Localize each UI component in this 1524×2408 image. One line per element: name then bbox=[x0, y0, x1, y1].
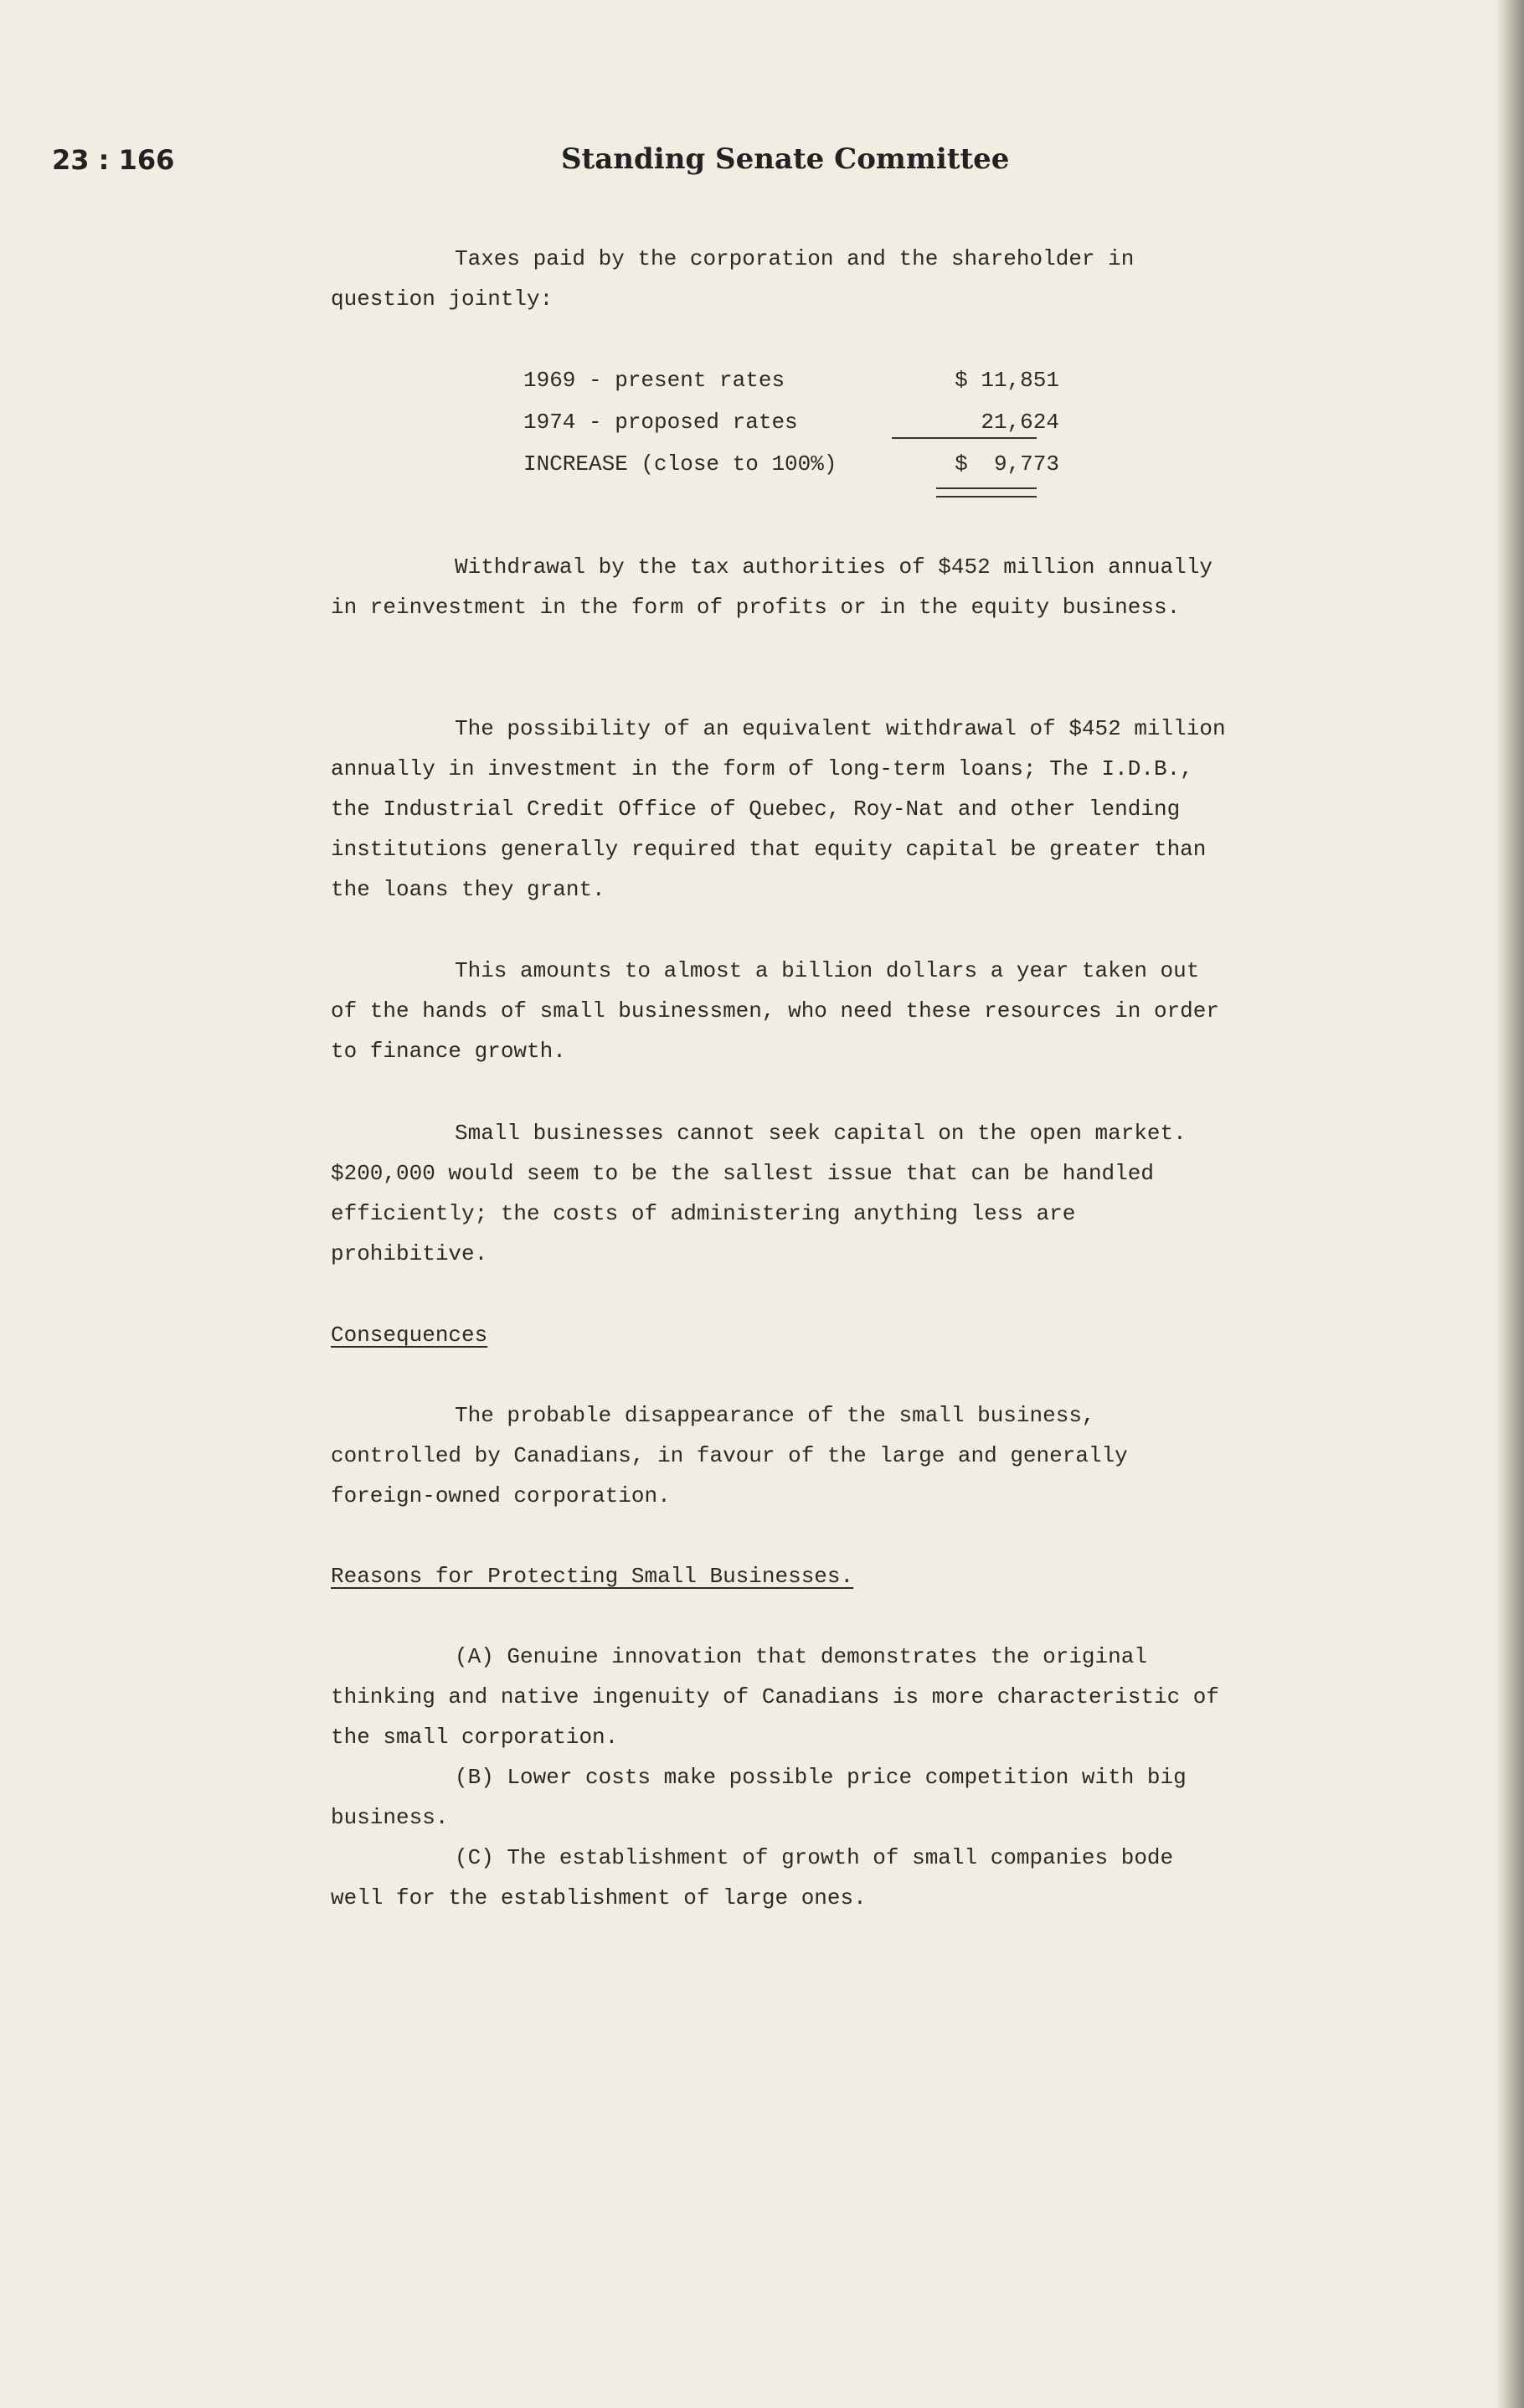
reasons-heading: Reasons for Protecting Small Businesses. bbox=[331, 1564, 854, 1589]
consequences-heading: Consequences bbox=[331, 1323, 488, 1348]
paragraph-text: Small businesses cannot seek capital on the open market. $200,000 would seem to be the sallest issue that can be handled efficiently; the costs of administering anything less are prohibitive. bbox=[331, 1121, 1187, 1266]
row-amount: $ 9,773 bbox=[955, 451, 1059, 477]
paragraph-billion bbox=[331, 951, 1235, 1071]
page-number: 23 : 166 bbox=[52, 144, 175, 176]
paragraph-text: The possibility of an equivalent withdrawal of $452 million annually in investment in the form of long-term loans; The I.D.B., the Industrial Credit Office of Quebec, Roy-Nat and other lending institutions generally required that equity capital be greater than the loans they grant. bbox=[331, 716, 1226, 902]
list-item: (C) The establishment of growth of small companies bode well for the establishment of large ones. bbox=[331, 1845, 1174, 1910]
paragraph-text: This amounts to almost a billion dollars a year taken out of the hands of small businessmen, who need these resources in order to finance growth. bbox=[331, 958, 1219, 1064]
row-amount: 21,624 bbox=[981, 410, 1059, 435]
intro-paragraph bbox=[331, 239, 1235, 319]
list-item: (B) Lower costs make possible price competition with big business. bbox=[331, 1765, 1187, 1830]
row-label: 1969 - present rates bbox=[523, 368, 785, 393]
page-edge-shadow bbox=[1496, 0, 1524, 2408]
paragraph-text: Withdrawal by the tax authorities of $452 million annually in reinvestment in the form of profits or in the equity business. bbox=[331, 554, 1213, 620]
list-item: (A) Genuine innovation that demonstrates the original thinking and native ingenuity of Canadians is more characteristic of the small corporation. bbox=[331, 1644, 1219, 1750]
row-amount: $ 11,851 bbox=[955, 368, 1059, 393]
reasons-list bbox=[331, 1637, 1235, 1918]
consequences-paragraph bbox=[331, 1395, 1235, 1516]
subtotal-rule bbox=[892, 437, 1037, 439]
intro-text: Taxes paid by the corporation and the shareholder in question jointly: bbox=[331, 246, 1135, 312]
row-label: INCREASE (close to 100%) bbox=[523, 451, 837, 477]
paragraph-withdrawal bbox=[331, 547, 1235, 627]
paragraph-loans bbox=[331, 709, 1235, 910]
page-header-title: Standing Senate Committee bbox=[561, 142, 1010, 176]
paragraph-text: The probable disappearance of the small business, controlled by Canadians, in favour of the large and generally foreign-owned corporation. bbox=[331, 1403, 1128, 1508]
total-double-rule-top bbox=[936, 487, 1037, 489]
total-double-rule-bottom bbox=[936, 496, 1037, 498]
row-label: 1974 - proposed rates bbox=[523, 410, 798, 435]
paragraph-capital bbox=[331, 1113, 1235, 1274]
